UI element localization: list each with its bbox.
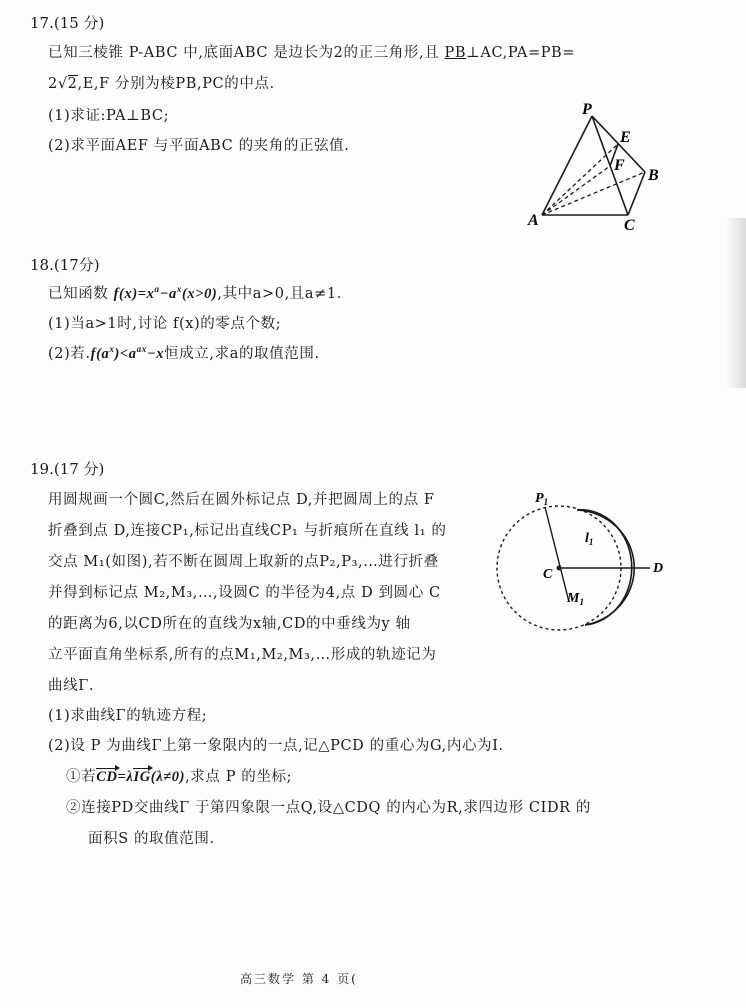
q17-line2-rad: 2 [67, 76, 78, 92]
q18-part2-sup1: x [109, 344, 115, 355]
q19-sub1-b: ,求点 P 的坐标; [185, 769, 293, 785]
scan-shadow [726, 218, 746, 388]
q18-line1-b: ,其中a>0,且a≠1. [217, 286, 342, 302]
q19-sub1-mid: =λ [117, 769, 134, 785]
q18-math-domain: (x>0) [181, 286, 218, 302]
label-D: D [653, 561, 664, 576]
q18-math-f: f(x)=x [113, 286, 155, 302]
q18-part2-sup2: ax [136, 344, 147, 355]
label-M1: $M_1$ [567, 591, 584, 607]
label-B: B [648, 167, 659, 184]
q18-line1 [48, 282, 342, 303]
q18-line1-a: 已知函数 [48, 286, 114, 302]
label-l1: $l_1$ [585, 531, 594, 547]
q19-circle-figure [495, 480, 715, 655]
vector-CD: CD [96, 769, 118, 785]
q18-part2-a: (2)若. [48, 346, 91, 362]
q19-sub1-a: ①若 [66, 769, 97, 785]
q18-part2-math2: )<a [114, 346, 137, 362]
label-C: C [543, 567, 553, 582]
q18-part2 [48, 342, 320, 363]
sqrt-symbol: √ [57, 76, 68, 92]
q19-header: 19.(17 分) [30, 460, 105, 478]
q18-sup-a: a [154, 284, 160, 295]
q18-header: 18.(17分) [30, 256, 100, 274]
edge-PA [542, 116, 592, 215]
q19-body-line-6: 曲线Γ. [48, 678, 95, 694]
q19-part2: (2)设 P 为曲线Γ上第一象限内的一点,记△PCD 的重心为G,内心为I. [48, 738, 504, 754]
vector-IG: IG [133, 769, 151, 785]
edge-BC [628, 172, 645, 215]
q17-part2: (2)求平面AEF 与平面ABC 的夹角的正弦值. [48, 138, 350, 154]
page-footer: 高三数学 第 4 页( [240, 972, 358, 986]
q17-part1: (1)求证:PA⊥BC; [48, 108, 170, 124]
q17-line1-a: 已知三棱锥 P-ABC 中,底面ABC 是边长为2的正三角形,且 [48, 45, 445, 61]
q19-body-line-2: 交点 M₁(如图),若不断在圆周上取新的点P₂,P₃,…进行折叠 [48, 554, 439, 570]
q19-body-line-1: 折叠到点 D,连接CP₁,标记出直线CP₁ 与折痕所在直线 l₁ 的 [48, 523, 447, 539]
q18-sup-x: x [176, 284, 182, 295]
q19-body-line-4: 的距离为6,以CD所在的直线为x轴,CD的中垂线为y 轴 [48, 616, 411, 632]
label-F: F [614, 157, 625, 174]
q17-line1 [48, 41, 575, 62]
q17-line2 [48, 72, 275, 93]
q17-tetrahedron-figure [520, 100, 670, 235]
q18-part2-b: 恒成立,求a的取值范围. [164, 346, 320, 362]
q19-sub1 [66, 765, 292, 786]
q18-part1: (1)当a>1时,讨论 f(x)的零点个数; [48, 316, 282, 332]
q17-line2-rest: ,E,F 分别为棱PB,PC的中点. [77, 76, 275, 92]
q18-part2-math1: f(a [90, 346, 110, 362]
edge-AF-hidden [542, 166, 610, 215]
point-C [557, 566, 562, 571]
q19-sub2-line1: ②连接PD交曲线Γ 于第四象限一点Q,设△CDQ 的内心为R,求四边形 CIDR 的 [66, 800, 592, 816]
label-C: C [624, 217, 635, 234]
q18-part2-math3: −x [146, 346, 165, 362]
q19-body-line-0: 用圆规画一个圆C,然后在圆外标记点 D,并把圆周上的点 F [48, 492, 435, 508]
q17-line1-pb: PB [444, 45, 467, 61]
q17-line2-coef: 2 [48, 76, 58, 92]
line-CP1 [545, 507, 569, 602]
label-E: E [620, 129, 631, 146]
q19-body-line-3: 并得到标记点 M₂,M₃,…,设圆C 的半径为4,点 D 到圆心 C [48, 585, 441, 601]
q17-line1-b: ⊥AC,PA=PB= [466, 45, 576, 61]
q18-math-minus-a: −a [159, 286, 177, 302]
q19-part1: (1)求曲线Γ的轨迹方程; [48, 708, 208, 724]
label-P1: $P_1$ [535, 491, 549, 507]
q17-header: 17.(15 分) [30, 14, 105, 32]
label-P: P [582, 101, 592, 118]
q19-sub1-cond: (λ≠0) [150, 769, 186, 785]
label-A: A [528, 212, 539, 229]
q19-body-line-5: 立平面直角坐标系,所有的点M₁,M₂,M₃,…形成的轨迹记为 [48, 647, 437, 663]
q19-sub2-line2: 面积S 的取值范围. [88, 831, 215, 847]
